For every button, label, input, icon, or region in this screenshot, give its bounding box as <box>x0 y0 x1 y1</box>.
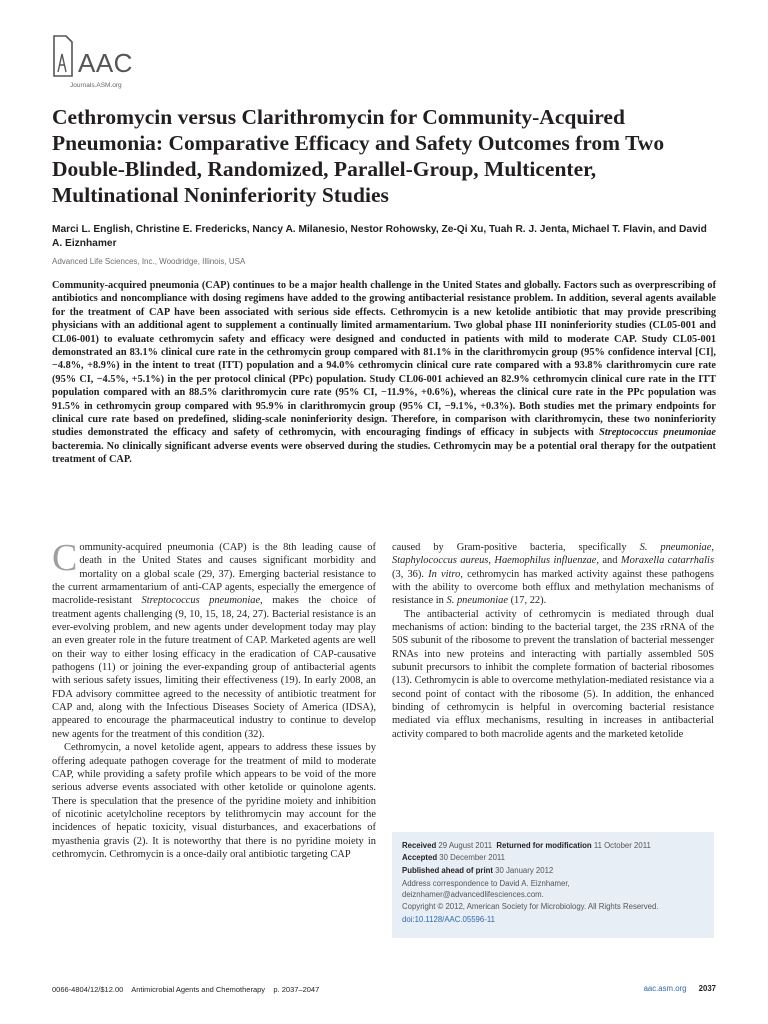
returned-label: Returned for modification <box>496 841 592 850</box>
italic-term: In vitro <box>428 568 461 580</box>
correspondence: Address correspondence to David A. Eiznhamer, deiznhamer@advancedlifesciences.com. <box>402 879 570 900</box>
paragraph-text: , and <box>596 555 621 567</box>
journal-site-link[interactable]: aac.asm.org <box>643 984 687 993</box>
journal-logo-icon <box>52 34 74 78</box>
paragraph-text: , <box>488 555 495 567</box>
paragraph <box>392 541 714 608</box>
accepted-line <box>402 852 704 864</box>
abstract-text-end: bacteremia. No clinically significant adverse events were observed during the studies. Cethromycin may be a potential oral therapy for the outpatient treatment of CAP. <box>52 440 716 466</box>
italic-term: Streptococcus pneumoniae <box>141 595 261 607</box>
author-list: Marci L. English, Christine E. Fredericks, Nancy A. Milanesio, Nestor Rohowsky, Ze-Qi Xu, Tuah R. J. Jenta, Michael T. Flavin, and David A. Eiznhamer <box>52 224 707 249</box>
title-line: Cethromycin versus Clarithromycin for Community-Acquired <box>52 105 625 129</box>
italic-term: Staphylococcus aureus <box>392 555 489 567</box>
page-number: 2037 <box>698 984 716 993</box>
italic-term: S. pneumoniae <box>639 542 712 553</box>
drop-cap: C <box>52 537 78 579</box>
accepted-label: Accepted <box>402 853 438 863</box>
journal-logo-text: AAC <box>78 48 133 78</box>
paragraph-text: ommunity-acquired pneumonia (CAP) is the 8th leading cause of death in the United States and causes significant morbidity and mortality on a global scale (29, 37). Emerging bacterial resistance to the current armamentarium of anti-CAP agents, especially the emergence of macrolide-resistant <box>52 542 376 607</box>
body-column-right <box>392 541 714 741</box>
returned-date: 11 October 2011 <box>593 841 651 850</box>
italic-term: S. pneumoniae <box>446 595 508 607</box>
italic-term: Moraxella catarrhalis <box>620 555 715 567</box>
body-column-left <box>52 537 376 861</box>
title-line: Double-Blinded, Randomized, Parallel-Group, Multicenter, <box>52 157 597 181</box>
published-label: Published ahead of print <box>402 865 493 875</box>
copyright: Copyright © 2012, American Society for Microbiology. All Rights Reserved. <box>402 902 659 912</box>
paragraph-text: caused by Gram-positive bacteria, specifically <box>392 542 640 553</box>
paragraph <box>52 537 376 741</box>
paragraph-text: , makes the choice of treatment agents challenging (9, 10, 15, 18, 24, 27). Bacterial resistance is an ever-evolving problem, and new agents under development today may play an even greater role in the future treatment of CAP. Marketed agents are well on their way to either losing efficacy in the eradication of CAP-causative pathogens (11) or joining the ever-expanding group of antibacterial agents with serious safety issues, limiting their effectiveness (19). In early 2008, an FDA advisory committee agreed to the necessity of antibiotic treatment for CAP and, along with the Infectious Diseases Society of America (IDSA), appeared to encourage the pharmaceutical industry to continue to develop new agents for the treatment of this condition (32). <box>52 595 376 740</box>
abstract-text: Community-acquired pneumonia (CAP) continues to be a major health challenge in the United States and globally. Factors such as overprescribing of antibiotics and noncompliance with dosing regimens have added to the growing antibacterial resistance problem. In addition, several agents available for the treatment of CAP have been associated with serious side effects. Cethromycin is a new ketolide antibiotic that may provide prescribing physicians with an additional agent to supplement a continually limited armamentarium. Two global phase III noninferiority studies (CL05-001 and CL06-001) to evaluate cethromycin safety and efficacy were designed and conducted in patients with mild to moderate CAP. Study CL05-001 demonstrated an 83.1% clinical cure rate in the cethromycin group compared with 81.1% in the clarithromycin group (95% confidence interval [CI], −4.8%, +8.9%) in the intent to treat (ITT) population and a 94.0% cethromycin clinical cure rate compared with a 93.8% clarithromycin cure rate (95% CI, −4.5%, +5.1%) in the per protocol clinical (PPc) population. Study CL06-001 achieved an 82.9% cethromycin clinical cure rate in the ITT population compared with an 88.5% clarithromycin cure rate (95% CI, −11.9%, +0.6%), whereas the clinical cure rate in the PPc population was 91.5% in cethromycin group compared with 95.9% in clarithromycin group (95% CI, −9.1%, +0.3%). Both studies met the primary endpoints for clinical cure rate based on predefined, sliding-scale noninferiority design. Therefore, in comparison with clarithromycin, these two noninferiority studies demonstrated the efficacy and safety of cethromycin, with encouraging findings of efficacy in subjects with <box>52 280 716 439</box>
italic-term: Haemophilus influenzae <box>494 555 597 567</box>
affiliation: Advanced Life Sciences, Inc., Woodridge, Illinois, USA <box>52 257 246 266</box>
received-line <box>402 840 704 852</box>
paragraph-text: (3, 36). <box>392 568 429 580</box>
footer-citation: 0066-4804/12/$12.00 Antimicrobial Agents and Chemotherapy p. 2037–2047 <box>52 985 320 994</box>
title-line: Pneumonia: Comparative Efficacy and Safety Outcomes from Two <box>52 131 665 155</box>
paragraph-text: (17, 22). <box>507 595 547 607</box>
abstract-italic: Streptococcus pneumoniae <box>599 427 716 439</box>
doi-link[interactable]: doi:10.1128/AAC.05596-11 <box>402 914 495 924</box>
article-info-box <box>392 832 714 938</box>
paragraph-text: , cethromycin has marked activity against these pathogens with the ability to overcome both efflux and methylation mechanisms of resistance in <box>392 568 714 607</box>
accepted-date: 30 December 2011 <box>439 853 506 863</box>
paragraph: The antibacterial activity of cethromycin is mediated through dual mechanisms of action: binding to the bacterial target, the 23S rRNA of the 50S subunit of the ribosome to prevent the translation of bacterial messenger RNAs into new proteins and interacting with partially assembled 50S subunit precursors to inhibit the complete formation of bacterial ribosomes (13). Cethromycin is able to overcome methylation-mediated resistance via a second point of contact with the ribosome (5). In addition, the enhanced binding of cethromycin is helpful in overcoming bacterial resistance mediated via efflux mechanisms, resulting in increases in antibacterial activity compared to both macrolide agents and the marketed ketolide <box>392 608 714 740</box>
article-title <box>52 104 712 208</box>
published-date: 30 January 2012 <box>495 865 554 875</box>
received-label: Received <box>402 841 437 850</box>
paragraph: Cethromycin, a novel ketolide agent, appears to address these issues by offering adequate pathogen coverage for the treatment of mild to moderate CAP, while providing a safety profile which appears to be void of the more serious adverse events associated with other ketolide or quinolone agents. There is speculation that the presence of the pyridine moiety and inhibition of nicotinic acetylcholine receptors by telithromycin may account for the incidences of hepatic toxicity, visual disturbances, and exacerbations of myasthenia gravis (2). It is noteworthy that there is no pyridine moiety in cethromycin. Cethromycin is a once-daily oral antibiotic targeting CAP <box>52 742 376 860</box>
abstract <box>52 279 716 467</box>
paragraph-text: , <box>711 542 714 553</box>
received-date: 29 August 2011 <box>438 841 493 850</box>
title-line: Multinational Noninferiority Studies <box>52 183 389 207</box>
published-line <box>402 865 704 877</box>
journal-logo-subtitle: Journals.ASM.org <box>70 82 122 89</box>
footer-right <box>644 984 716 993</box>
journal-logo <box>52 34 172 94</box>
